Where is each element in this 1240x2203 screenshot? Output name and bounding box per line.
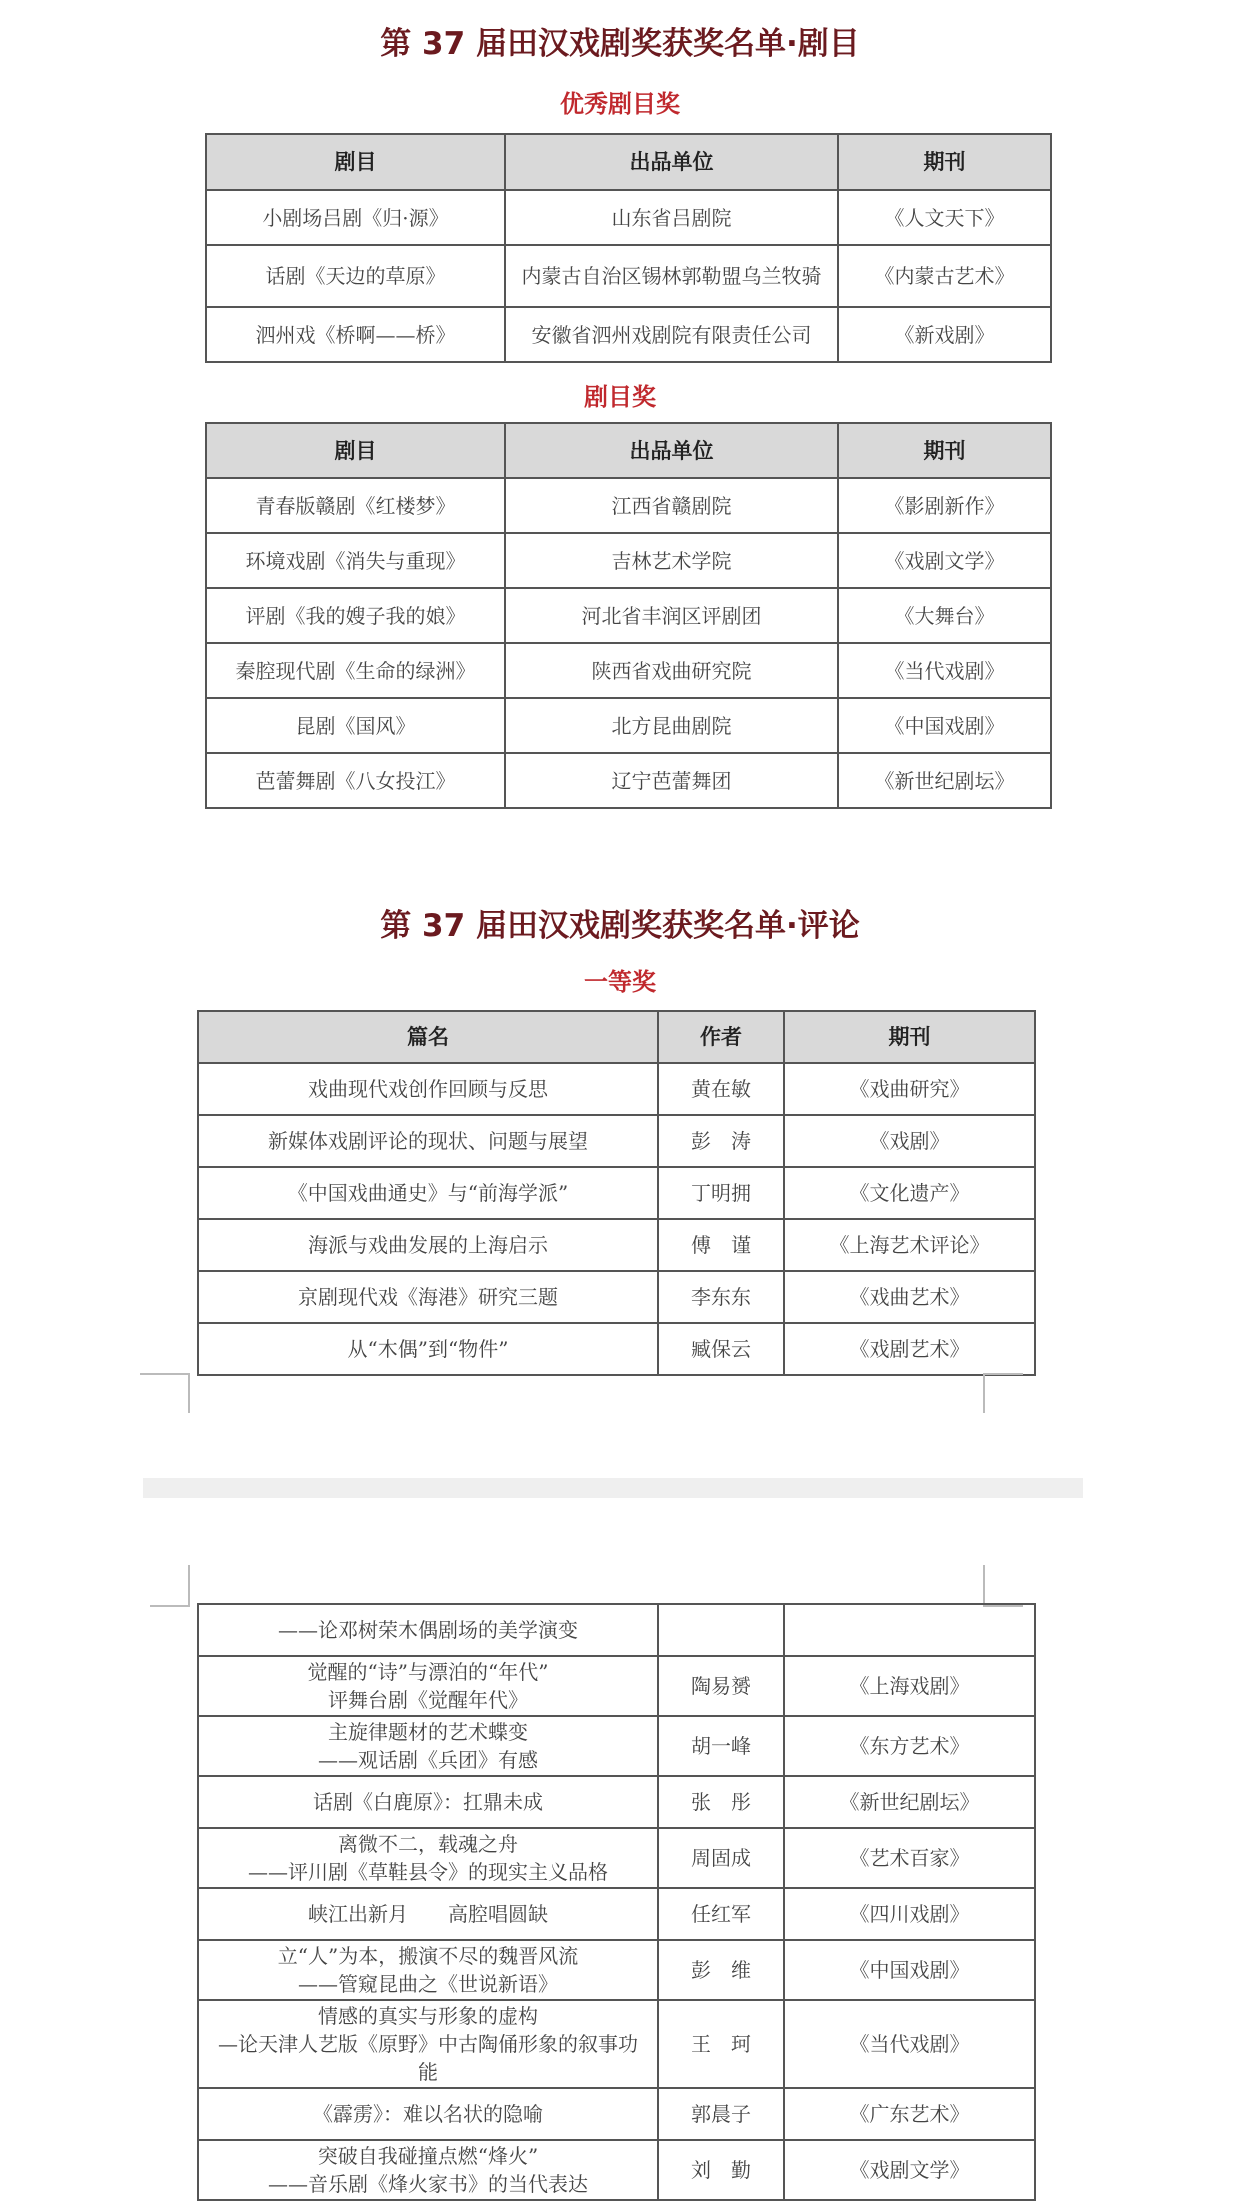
journal-cell: 《中国戏剧》 — [838, 698, 1051, 753]
table-row — [206, 588, 1051, 643]
author-cell: 李东东 — [658, 1271, 784, 1323]
table-header-row — [206, 423, 1051, 478]
excellent-play-table — [205, 133, 1052, 363]
section-title-plays: 第 37 届田汉戏剧奖获奖名单·剧目 — [380, 26, 860, 62]
page-margin-corner-mark — [140, 1373, 190, 1413]
journal-cell: 《四川戏剧》 — [784, 1888, 1035, 1940]
author-cell: 任红军 — [658, 1888, 784, 1940]
table-row — [206, 478, 1051, 533]
journal-cell: 《东方艺术》 — [784, 1716, 1035, 1776]
producer-cell: 吉林艺术学院 — [505, 533, 838, 588]
column-header: 剧目 — [206, 134, 505, 190]
table-row — [198, 1167, 1035, 1219]
producer-cell: 安徽省泗州戏剧院有限责任公司 — [505, 307, 838, 362]
journal-cell: 《影剧新作》 — [838, 478, 1051, 533]
article-title-cell: 话剧《白鹿原》：扛鼎未成 — [198, 1776, 658, 1828]
table-row — [198, 1271, 1035, 1323]
author-cell: 彭 涛 — [658, 1115, 784, 1167]
article-title-cell: 戏曲现代戏创作回顾与反思 — [198, 1063, 658, 1115]
table-row — [206, 307, 1051, 362]
producer-cell: 辽宁芭蕾舞团 — [505, 753, 838, 808]
journal-cell — [784, 1604, 1035, 1656]
article-title-cell: 情感的真实与形象的虚构 —论天津人艺版《原野》中古陶俑形象的叙事功 能 — [198, 2000, 658, 2088]
article-title-cell: 《霹雳》：难以名状的隐喻 — [198, 2088, 658, 2140]
journal-cell: 《戏剧艺术》 — [784, 1323, 1035, 1375]
journal-cell: 《人文天下》 — [838, 190, 1051, 245]
column-header: 期刊 — [838, 134, 1051, 190]
play-cell: 泗州戏《桥啊——桥》 — [206, 307, 505, 362]
table-row — [198, 1888, 1035, 1940]
play-cell: 青春版赣剧《红楼梦》 — [206, 478, 505, 533]
article-title-cell: 海派与戏曲发展的上海启示 — [198, 1219, 658, 1271]
column-header: 出品单位 — [505, 423, 838, 478]
page-margin-corner-mark — [983, 1373, 1023, 1413]
play-cell: 昆剧《国风》 — [206, 698, 505, 753]
play-cell: 评剧《我的嫂子我的娘》 — [206, 588, 505, 643]
journal-cell: 《中国戏剧》 — [784, 1940, 1035, 2000]
table-row — [198, 1063, 1035, 1115]
journal-cell: 《戏剧文学》 — [838, 533, 1051, 588]
page-margin-corner-mark — [983, 1565, 1023, 1607]
journal-cell: 《戏曲研究》 — [784, 1063, 1035, 1115]
journal-cell: 《新世纪剧坛》 — [838, 753, 1051, 808]
play-cell: 话剧《天边的草原》 — [206, 245, 505, 307]
article-title-cell: ——论邓树荣木偶剧场的美学演变 — [198, 1604, 658, 1656]
journal-cell: 《戏剧》 — [784, 1115, 1035, 1167]
table-row — [198, 1716, 1035, 1776]
play-cell: 环境戏剧《消失与重现》 — [206, 533, 505, 588]
author-cell: 丁明拥 — [658, 1167, 784, 1219]
journal-cell: 《戏剧文学》 — [784, 2140, 1035, 2200]
journal-cell: 《上海戏剧》 — [784, 1656, 1035, 1716]
subtitle-first-prize: 一等奖 — [584, 968, 656, 996]
table-row — [198, 1115, 1035, 1167]
column-header: 出品单位 — [505, 134, 838, 190]
journal-cell: 《新戏剧》 — [838, 307, 1051, 362]
author-cell — [658, 1604, 784, 1656]
column-header: 期刊 — [784, 1011, 1035, 1063]
producer-cell: 河北省丰润区评剧团 — [505, 588, 838, 643]
subtitle-excellent-play-award: 优秀剧目奖 — [560, 90, 680, 118]
table-row — [198, 2000, 1035, 2088]
table-row — [198, 1656, 1035, 1716]
article-title-cell: 峡江出新月 高腔唱圆缺 — [198, 1888, 658, 1940]
article-title-cell: 觉醒的“诗”与漂泊的“年代” 评舞台剧《觉醒年代》 — [198, 1656, 658, 1716]
table-row — [206, 698, 1051, 753]
column-header: 篇名 — [198, 1011, 658, 1063]
play-award-table — [205, 422, 1052, 809]
author-cell: 彭 维 — [658, 1940, 784, 2000]
page-break-divider — [143, 1478, 1083, 1498]
journal-cell: 《上海艺术评论》 — [784, 1219, 1035, 1271]
table-row — [206, 245, 1051, 307]
author-cell: 陶易赟 — [658, 1656, 784, 1716]
journal-cell: 《当代戏剧》 — [838, 643, 1051, 698]
journal-cell: 《内蒙古艺术》 — [838, 245, 1051, 307]
journal-cell: 《文化遗产》 — [784, 1167, 1035, 1219]
producer-cell: 内蒙古自治区锡林郭勒盟乌兰牧骑 — [505, 245, 838, 307]
author-cell: 黄在敏 — [658, 1063, 784, 1115]
play-cell: 小剧场吕剧《归·源》 — [206, 190, 505, 245]
author-cell: 胡一峰 — [658, 1716, 784, 1776]
journal-cell: 《新世纪剧坛》 — [784, 1776, 1035, 1828]
author-cell: 王 珂 — [658, 2000, 784, 2088]
producer-cell: 陕西省戏曲研究院 — [505, 643, 838, 698]
author-cell: 郭晨子 — [658, 2088, 784, 2140]
author-cell: 张 彤 — [658, 1776, 784, 1828]
journal-cell: 《艺术百家》 — [784, 1828, 1035, 1888]
table-row — [206, 643, 1051, 698]
table-row — [206, 753, 1051, 808]
column-header: 期刊 — [838, 423, 1051, 478]
table-row — [198, 2088, 1035, 2140]
subtitle-play-award: 剧目奖 — [584, 383, 656, 411]
article-title-cell: 立“人”为本，搬演不尽的魏晋风流 ——管窥昆曲之《世说新语》 — [198, 1940, 658, 2000]
article-title-cell: 从“木偶”到“物件” — [198, 1323, 658, 1375]
table-row — [198, 1776, 1035, 1828]
journal-cell: 《当代戏剧》 — [784, 2000, 1035, 2088]
table-header-row — [206, 134, 1051, 190]
author-cell: 刘 勤 — [658, 2140, 784, 2200]
table-header-row — [198, 1011, 1035, 1063]
author-cell: 臧保云 — [658, 1323, 784, 1375]
article-title-cell: 新媒体戏剧评论的现状、问题与展望 — [198, 1115, 658, 1167]
table-row — [198, 1828, 1035, 1888]
column-header: 作者 — [658, 1011, 784, 1063]
author-cell: 傅 谨 — [658, 1219, 784, 1271]
table-row — [198, 1940, 1035, 2000]
table-row — [198, 2140, 1035, 2200]
play-cell: 秦腔现代剧《生命的绿洲》 — [206, 643, 505, 698]
article-title-cell: 离微不二，载魂之舟 ——评川剧《草鞋县令》的现实主义品格 — [198, 1828, 658, 1888]
play-cell: 芭蕾舞剧《八女投江》 — [206, 753, 505, 808]
table-row — [206, 190, 1051, 245]
column-header: 剧目 — [206, 423, 505, 478]
journal-cell: 《戏曲艺术》 — [784, 1271, 1035, 1323]
table-row — [198, 1604, 1035, 1656]
author-cell: 周固成 — [658, 1828, 784, 1888]
table-row — [206, 533, 1051, 588]
first-prize-table-continued — [197, 1603, 1036, 2201]
table-row — [198, 1219, 1035, 1271]
section-title-reviews: 第 37 届田汉戏剧奖获奖名单·评论 — [380, 908, 860, 944]
article-title-cell: 《中国戏曲通史》与“前海学派” — [198, 1167, 658, 1219]
table-row — [198, 1323, 1035, 1375]
producer-cell: 北方昆曲剧院 — [505, 698, 838, 753]
page-margin-corner-mark — [150, 1565, 190, 1607]
journal-cell: 《大舞台》 — [838, 588, 1051, 643]
article-title-cell: 京剧现代戏《海港》研究三题 — [198, 1271, 658, 1323]
article-title-cell: 突破自我碰撞点燃“烽火” ——音乐剧《烽火家书》的当代表达 — [198, 2140, 658, 2200]
first-prize-table — [197, 1010, 1036, 1376]
article-title-cell: 主旋律题材的艺术蝶变 ——观话剧《兵团》有感 — [198, 1716, 658, 1776]
producer-cell: 江西省赣剧院 — [505, 478, 838, 533]
journal-cell: 《广东艺术》 — [784, 2088, 1035, 2140]
producer-cell: 山东省吕剧院 — [505, 190, 838, 245]
